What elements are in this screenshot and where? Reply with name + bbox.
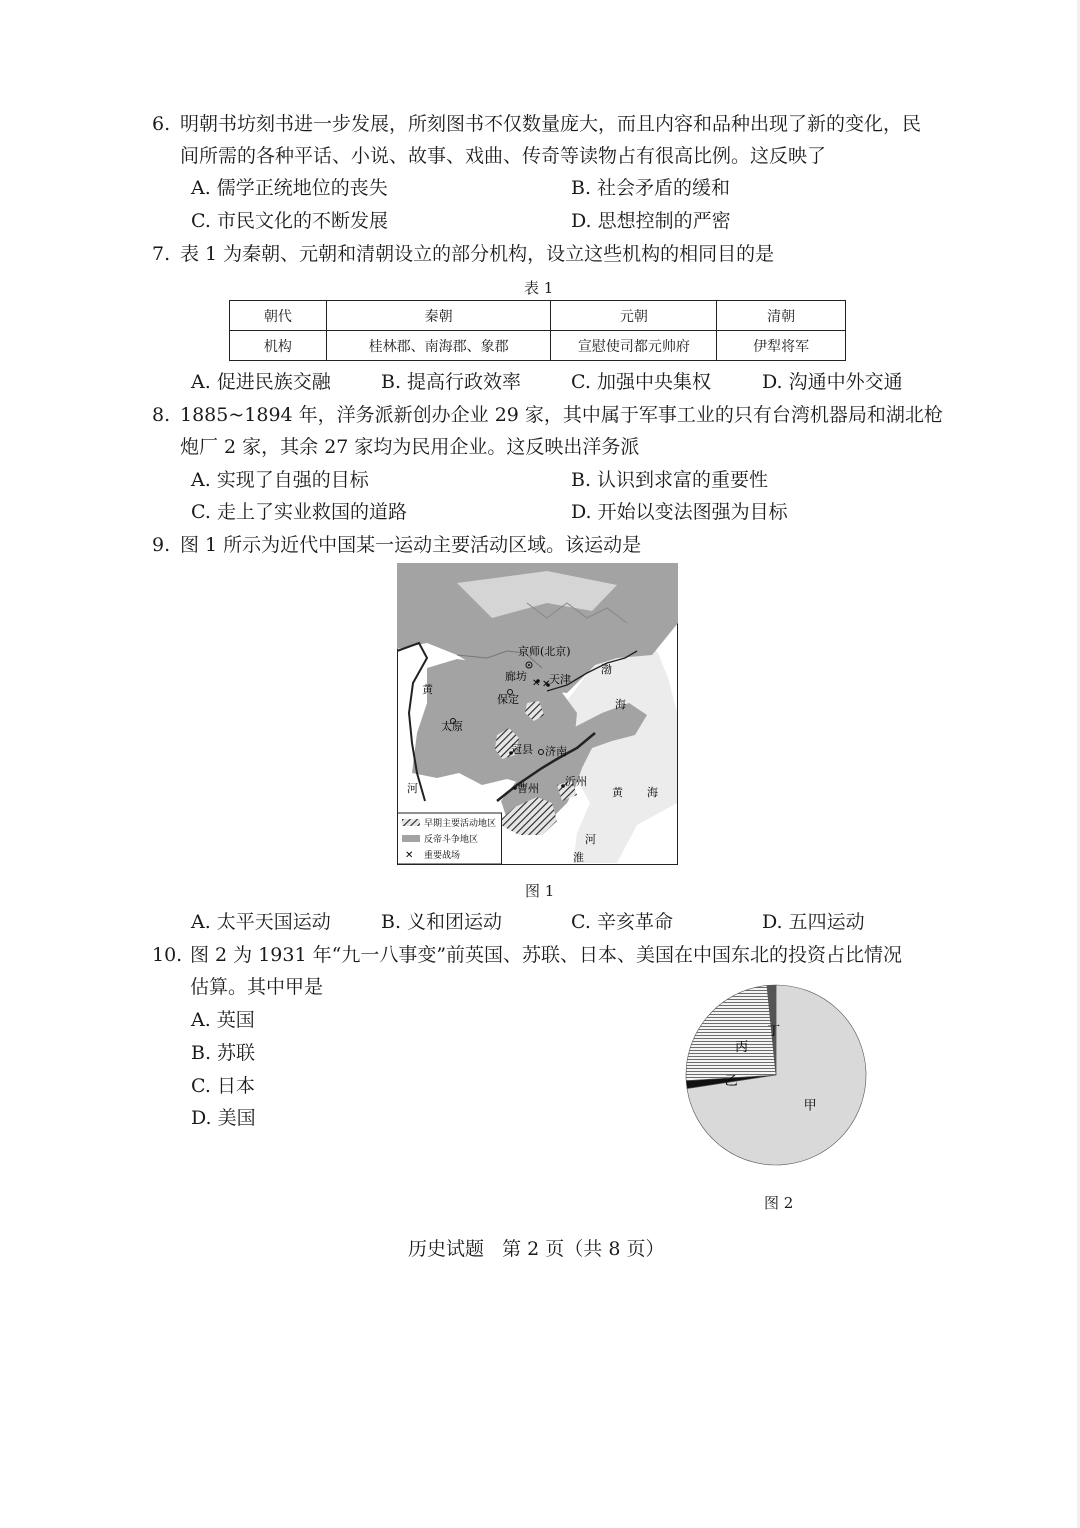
q6-option-c[interactable]: C. 市民文化的不断发展	[191, 210, 388, 232]
huai-label: 淮	[573, 851, 584, 864]
q9-option-b[interactable]: B. 义和团运动	[381, 911, 503, 933]
q8-option-d[interactable]: D. 开始以变法图强为目标	[571, 501, 788, 523]
legend-hatch-swatch	[402, 819, 420, 826]
q9-number: 9.	[152, 534, 171, 556]
yellow-sea-label-1: 黄	[612, 786, 623, 799]
figure-1-map	[397, 563, 678, 865]
table-header-cell: 秦朝	[326, 301, 551, 331]
table-cell: 宣慰使司都元帅府	[551, 331, 717, 361]
table-1	[229, 300, 846, 361]
legend-label-resistance: 反帝斗争地区	[424, 835, 479, 845]
q10-line-1: 图 2 为 1931 年“九一八事变”前英国、苏联、日本、美国在中国东北的投资占比情况	[190, 944, 903, 966]
q7-option-b[interactable]: B. 提高行政效率	[381, 371, 522, 393]
q7-option-c[interactable]: C. 加强中央集权	[571, 371, 711, 393]
table-header-row	[230, 301, 846, 331]
guanxian-label: 冠县	[511, 743, 533, 756]
pie-label-4: 丁	[767, 1024, 781, 1040]
battlefield-mark-tianjin: ✕	[542, 679, 551, 690]
pie-label-1: 甲	[803, 1098, 817, 1114]
bohai-label-1: 渤	[601, 663, 612, 676]
pie-slice-3	[686, 985, 776, 1080]
yizhou-label: 沂州	[565, 775, 587, 788]
beijing-marker-center	[528, 664, 530, 666]
q6-line-1: 明朝书坊刻书进一步发展，所刻图书不仅数量庞大，而且内容和品种出现了新的变化，民	[180, 113, 922, 135]
q8-option-a[interactable]: A. 实现了自强的目标	[191, 469, 369, 491]
table-cell: 桂林郡、南海郡、象郡	[326, 331, 551, 361]
q7-number: 7.	[152, 243, 171, 265]
table-header-cell: 清朝	[717, 301, 846, 331]
taiyuan-label: 太原	[441, 720, 463, 733]
q10-line-2: 估算。其中甲是	[190, 976, 324, 998]
q6-number: 6.	[152, 113, 171, 135]
q9-line-1: 图 1 所示为近代中国某一运动主要活动区域。该运动是	[180, 534, 642, 556]
figure-2-caption: 图 2	[764, 1194, 794, 1212]
legend-label-early: 早期主要活动地区	[424, 819, 497, 829]
q10-option-a[interactable]: A. 英国	[191, 1009, 255, 1031]
q9-option-c[interactable]: C. 辛亥革命	[571, 911, 673, 933]
figure-2-pie-chart	[680, 975, 895, 1190]
yellow-river-label-2: 河	[407, 782, 418, 795]
pie-slices	[686, 985, 866, 1165]
q10-number: 10.	[152, 944, 183, 966]
q10-option-d[interactable]: D. 美国	[191, 1107, 256, 1129]
table-header-cell: 元朝	[551, 301, 717, 331]
battlefield-mark-langfang: ✕	[532, 678, 541, 689]
q6-option-b[interactable]: B. 社会矛盾的缓和	[571, 177, 731, 199]
table-row	[230, 331, 846, 361]
page-footer: 历史试题 第 2 页（共 8 页）	[408, 1238, 665, 1260]
caozhou-label: 曹州	[517, 782, 539, 795]
table-cell: 机构	[230, 331, 327, 361]
bohai-label-2: 海	[615, 698, 626, 711]
q9-option-a[interactable]: A. 太平天国运动	[191, 911, 331, 933]
pie-label-2: 乙	[724, 1073, 738, 1089]
q7-option-a[interactable]: A. 促进民族交融	[191, 371, 331, 393]
yellow-river-label-1: 黄	[422, 683, 433, 696]
q7-option-d[interactable]: D. 沟通中外交通	[762, 371, 903, 393]
q9-option-d[interactable]: D. 五四运动	[762, 911, 865, 933]
q8-line-2: 炮厂 2 家，其余 27 家均为民用企业。这反映出洋务派	[180, 436, 640, 458]
tianjin-label: 天津	[549, 673, 571, 686]
q6-option-a[interactable]: A. 儒学正统地位的丧失	[191, 177, 388, 199]
battlefield-icon: ✕	[405, 850, 414, 861]
beijing-label: 京师(北京)	[518, 645, 571, 658]
langfang-label: 廊坊	[505, 670, 527, 683]
river-label: 河	[585, 833, 596, 846]
map-legend	[398, 813, 502, 864]
baoding-label: 保定	[497, 693, 519, 706]
q8-line-1: 1885~1894 年，洋务派新创办企业 29 家，其中属于军事工业的只有台湾机器局和湖北枪	[180, 404, 943, 426]
figure-1-caption: 图 1	[525, 882, 555, 900]
q8-option-b[interactable]: B. 认识到求富的重要性	[571, 469, 769, 491]
table-cell: 伊犁将军	[717, 331, 846, 361]
q7-line-1: 表 1 为秦朝、元朝和清朝设立的部分机构，设立这些机构的相同目的是	[180, 243, 775, 265]
pie-label-3: 丙	[735, 1039, 749, 1055]
q10-option-c[interactable]: C. 日本	[191, 1075, 255, 1097]
q10-option-b[interactable]: B. 苏联	[191, 1042, 256, 1064]
q8-number: 8.	[152, 404, 171, 426]
q6-option-d[interactable]: D. 思想控制的严密	[571, 210, 731, 232]
table-header-cell: 朝代	[230, 301, 327, 331]
legend-label-battlefield: 重要战场	[424, 851, 461, 861]
q6-line-2: 间所需的各种平话、小说、故事、戏曲、传奇等读物占有很高比例。这反映了	[180, 145, 827, 167]
q8-option-c[interactable]: C. 走上了实业救国的道路	[191, 501, 407, 523]
yellow-sea-label-2: 海	[647, 786, 658, 799]
jinan-label: 济南	[545, 745, 567, 758]
table-1-caption: 表 1	[524, 279, 554, 297]
legend-gray-swatch	[402, 835, 420, 842]
